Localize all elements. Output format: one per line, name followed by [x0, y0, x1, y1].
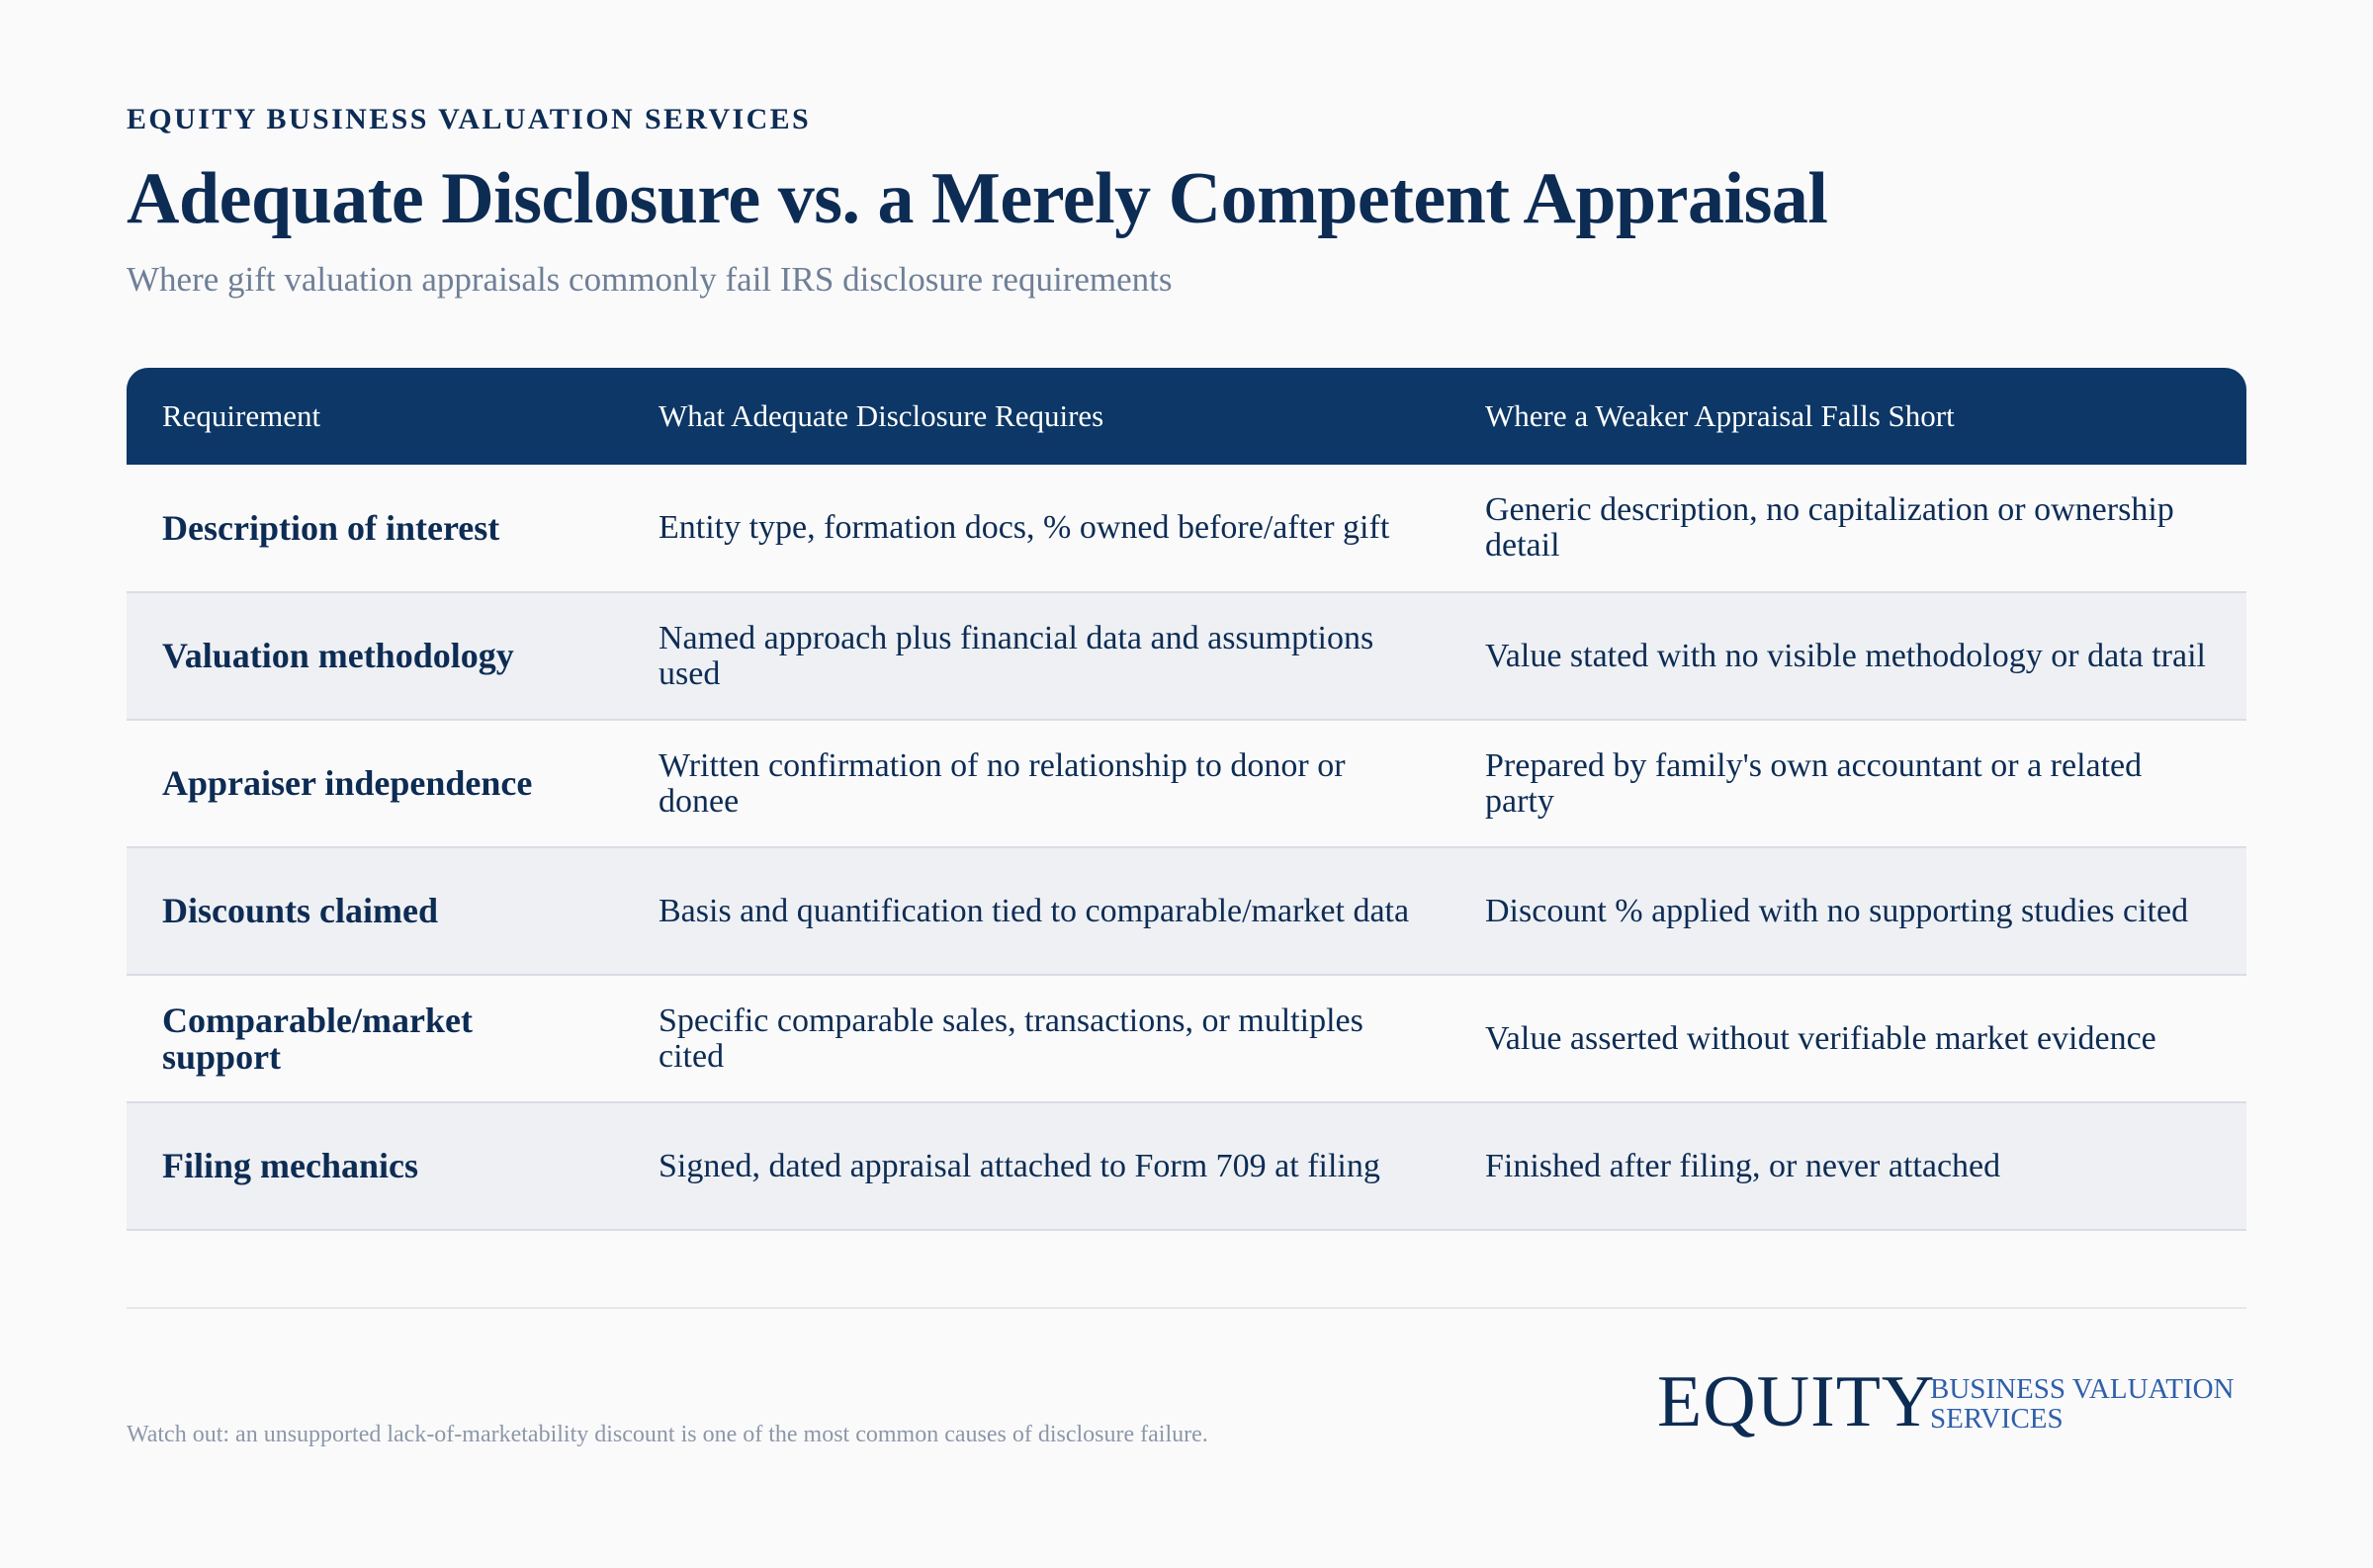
table-header: [127, 368, 2246, 465]
logo-tagline-line1: BUSINESS VALUATION: [1930, 1373, 2235, 1405]
cell-requirement: Description of interest: [162, 507, 500, 548]
cell-requirement: Valuation methodology: [162, 636, 514, 675]
cell-weaker: Value asserted without verifiable market evidence: [1485, 1019, 2156, 1057]
table-row: [127, 720, 2246, 847]
comparison-table: [127, 368, 2246, 1231]
logo-wordmark: EQUITY: [1657, 1361, 1936, 1442]
cell-adequate: Signed, dated appraisal attached to Form 709 at filing: [659, 1147, 1380, 1184]
brand-eyebrow: EQUITY BUSINESS VALUATION SERVICES: [127, 103, 812, 135]
footnote: Watch out: an unsupported lack-of-marketability discount is one of the most common causes of disclosure failure.: [127, 1422, 1208, 1447]
column-header-adequate: What Adequate Disclosure Requires: [659, 398, 1104, 433]
page-title: Adequate Disclosure vs. a Merely Competent Appraisal: [127, 158, 1828, 239]
cell-adequate: Written confirmation of no relationship to donor or donee: [659, 746, 1346, 820]
table-row: [127, 1102, 2246, 1230]
cell-requirement: Discounts claimed: [162, 891, 438, 930]
table-row: [127, 592, 2246, 720]
cell-weaker: Discount % applied with no supporting studies cited: [1485, 892, 2189, 929]
logo-tagline: [1930, 1374, 2235, 1434]
cell-requirement: Filing mechanics: [162, 1146, 418, 1185]
comparison-table-container: [127, 368, 2246, 1231]
cell-requirement: Appraiser independence: [162, 763, 533, 803]
cell-weaker: Generic description, no capitalization or ownership detail: [1485, 491, 2174, 564]
cell-weaker: Finished after filing, or never attached: [1485, 1147, 2001, 1184]
cell-weaker: Value stated with no visible methodology or data trail: [1485, 637, 2206, 674]
table-body: [127, 465, 2246, 1230]
cell-requirement: Comparable/market support: [162, 1000, 473, 1077]
cell-weaker: Prepared by family's own accountant or a related party: [1485, 746, 2143, 820]
brand-logo: [1657, 1362, 2246, 1441]
footer-divider: [127, 1307, 2246, 1309]
cell-adequate: Basis and quantification tied to comparable/market data: [659, 892, 1410, 929]
page-subtitle: Where gift valuation appraisals commonly fail IRS disclosure requirements: [127, 260, 1173, 299]
table-header-row: [127, 368, 2246, 465]
cell-adequate: Entity type, formation docs, % owned before/after gift: [659, 509, 1390, 546]
table-row: [127, 847, 2246, 975]
column-header-weaker: Where a Weaker Appraisal Falls Short: [1485, 398, 1955, 433]
cell-adequate: Specific comparable sales, transactions, or multiples cited: [659, 1002, 1363, 1075]
table-row: [127, 975, 2246, 1102]
logo-tagline-line2: SERVICES: [1930, 1403, 2064, 1435]
column-header-requirement: Requirement: [162, 398, 321, 433]
table-row: [127, 465, 2246, 592]
cell-adequate: Named approach plus financial data and assumptions used: [659, 619, 1374, 692]
